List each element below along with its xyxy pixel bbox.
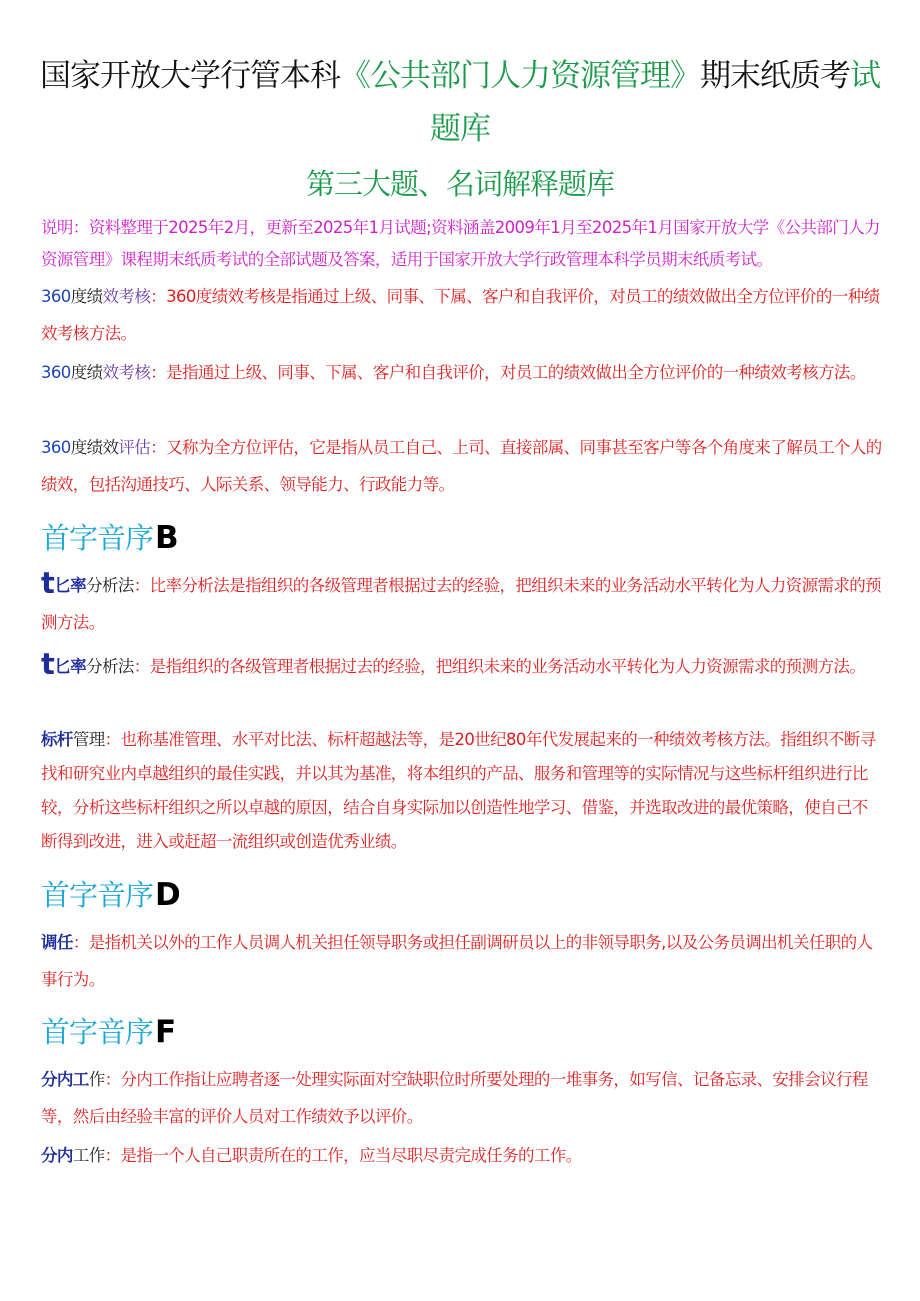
definition: ：是指组织的各级管理者根据过去的经验，把组织未来的业务活动水平转化为人力资源需求的预测方法。 (133, 657, 866, 676)
term-number: 360 (41, 438, 71, 457)
term-number: 360 (41, 287, 71, 306)
term-part: 调任 (41, 933, 73, 952)
entry-benchmark (41, 723, 883, 859)
term-glyph: t (41, 566, 55, 600)
entry-360-1 (41, 278, 883, 352)
section-b-heading (41, 516, 178, 560)
title-suffix-end: 试 (850, 58, 880, 94)
definition: ：分内工作指让应聘者逐一处理实际面对空缺职位时所要处理的一堆事务，如写信、记备忘录、安排会议行程等，然后由经验丰富的评价人员对工作绩效予以评价。 (41, 1070, 868, 1126)
definition: ：360度绩效考核是指通过上级、同事、下属、客户和自我评价，对员工的绩效做出全方位评价的一种绩效考核方法。 (41, 287, 880, 343)
title-prefix: 国家开放大学行管本科 (40, 58, 340, 94)
entry-inbasket-1 (41, 1061, 883, 1135)
course-name: 《公共部门人力资源管理》 (340, 58, 700, 94)
section-f-heading (41, 1010, 175, 1054)
term-part: 分内工 (41, 1070, 89, 1089)
term-part: 度绩 (70, 287, 103, 306)
entry-bilv-1 (41, 567, 883, 641)
section-label: 首字音序 (41, 878, 154, 912)
term-part: 分析法 (86, 576, 134, 595)
term-part: 分内 (41, 1146, 73, 1165)
term-part: 度绩 (70, 363, 103, 382)
term-part: 度绩效 (70, 438, 119, 457)
term-part: 效考核 (102, 287, 151, 306)
definition: ：也称基准管理、水平对比法、标杆超越法等，是20世纪80年代发展起来的一种绩效考核方法。指组织不断寻找和研究业内卓越组织的最佳实践，并以其为基准，将本组织的产品、服务和管理等的实际情况与这些标杆组织进行比较，分析这些标杆组织之所以卓越的原因，结合自身实际加以创造性地学习、借鉴，并选取改进的最优策略，使自己不断得到改进，进入或赶超一流组织或创造优秀业绩。 (41, 730, 876, 851)
entry-inbasket-2 (41, 1137, 883, 1174)
term-part: 效考核 (102, 363, 151, 382)
definition: ：是指一个人自己职责所在的工作，应当尽职尽责完成任务的工作。 (104, 1146, 582, 1165)
entry-transfer (41, 924, 883, 998)
description-note: 说明：资料整理于2025年2月，更新至2025年1月试题;资料涵盖2009年1月至2025年1月国家开放大学《公共部门人力资源管理》课程期末纸质考试的全部试题及答案，适用于国家开放大学行政管理本科学员期末纸质考试。 (41, 218, 880, 269)
title-suffix: 期末纸质考 (700, 58, 850, 94)
section-letter: D (155, 877, 180, 913)
section-label: 首字音序 (41, 521, 154, 555)
definition: ：又称为全方位评估，它是指从员工自己、上司、直接部属、同事甚至客户等各个角度来了解员工个人的绩效，包括沟通技巧、人际关系、领导能力、行政能力等。 (41, 438, 882, 494)
term-glyph: t (41, 647, 55, 681)
term-part: 评估 (118, 438, 151, 457)
term-number: 360 (41, 363, 71, 382)
definition: ：比率分析法是指组织的各级管理者根据过去的经验，把组织未来的业务活动水平转化为人力资源需求的预测方法。 (41, 576, 882, 632)
term-part: 匕率 (54, 657, 87, 676)
entry-360-2 (41, 354, 883, 391)
definition: ：是指机关以外的工作人员调人机关担任领导职务或担任副调研员以上的非领导职务,以及公务员调出机关任职的人事行为。 (41, 933, 873, 989)
document-title-line2: 题库 (430, 111, 490, 147)
term-part: 作 (88, 1070, 105, 1089)
term-part: 标杆 (41, 730, 73, 749)
section-d-heading (41, 873, 180, 917)
definition: ：是指通过上级、同事、下属、客户和自我评价，对员工的绩效做出全方位评价的一种绩效考核方法。 (150, 363, 866, 382)
term-part: 分析法 (86, 657, 134, 676)
term-part: 工作 (72, 1146, 105, 1165)
document-title-line1 (40, 48, 880, 104)
section-label: 首字音序 (41, 1015, 154, 1049)
section-letter: F (155, 1014, 176, 1050)
entry-360-3 (41, 429, 883, 503)
section-letter: B (155, 520, 178, 556)
section-heading: 第三大题、名词解释题库 (305, 167, 614, 201)
term-part: 匕率 (54, 576, 87, 595)
entry-bilv-2 (41, 648, 883, 685)
term-part: 管理 (72, 730, 105, 749)
